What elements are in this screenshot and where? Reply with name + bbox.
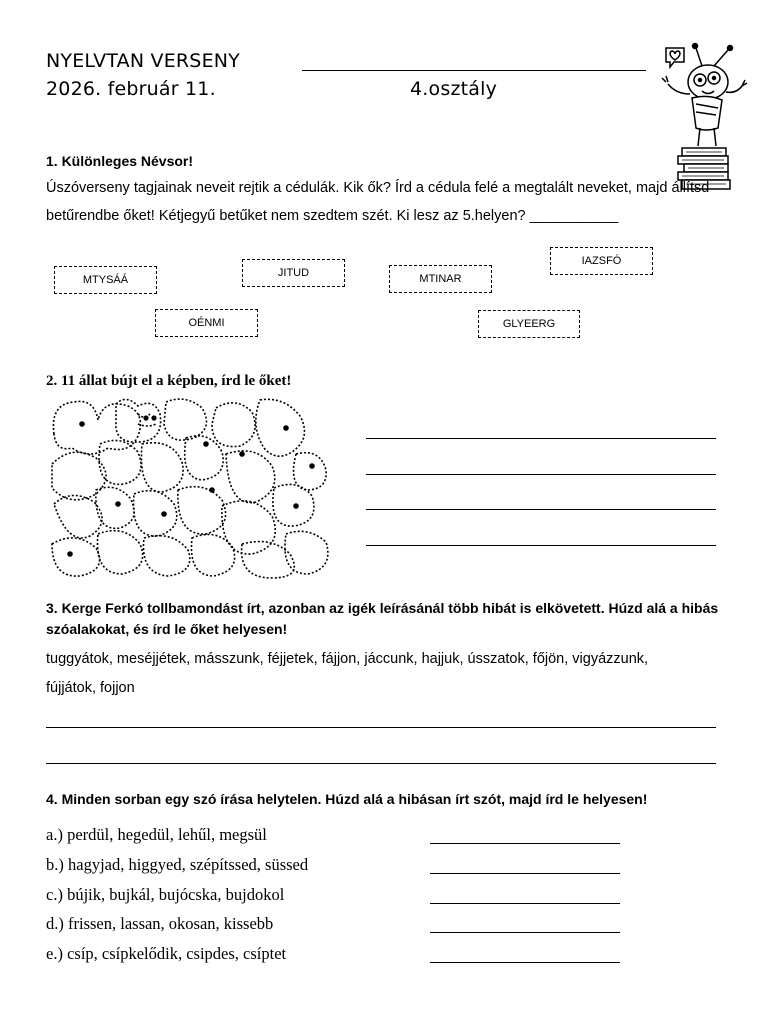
name-slip: IAZSFÓ — [550, 247, 653, 275]
word-row: a.) perdül, hegedül, lehűl, megsül — [46, 825, 267, 844]
q3-heading-line2: szóalakokat, és írd le őket helyesen! — [46, 621, 288, 637]
q4-heading: 4. Minden sorban egy szó írása helytelen. Húzd alá a hibásan írt szót, majd írd le helyesen! — [46, 791, 648, 807]
page-title: NYELVTAN VERSENY — [46, 50, 240, 72]
q1-text-line1: Úszóverseny tagjainak neveit rejtik a cédulák. Kik ők? Írd a cédula felé a megtalált neveket, majd állítsd — [46, 180, 710, 196]
grade-text: 4.osztály — [410, 78, 498, 100]
word-row: d.) frissen, lassan, okosan, kissebb — [46, 914, 274, 933]
answer-line[interactable] — [430, 932, 620, 933]
name-slip: JITUD — [242, 259, 345, 287]
heart-bubble-icon — [666, 48, 684, 67]
answer-line[interactable] — [430, 903, 620, 904]
hidden-animals-picture — [46, 394, 336, 580]
q1-heading: 1. Különleges Névsor! — [46, 153, 194, 169]
answer-line[interactable] — [366, 509, 716, 510]
name-slip: OÉNMI — [155, 309, 258, 337]
q2-heading: 2. 11 állat bújt el a képben, írd le őket! — [46, 373, 292, 389]
q3-words-line2: fújjátok, fojjon — [46, 680, 135, 696]
word-row: e.) csíp, csípkelődik, csipdes, csíptet — [46, 944, 287, 963]
answer-line[interactable] — [366, 545, 716, 546]
q3-heading-line1: 3. Kerge Ferkó tollbamondást írt, azonban az igék leírásánál több hibát is elkövetett. Húzd alá a hibás — [46, 600, 719, 616]
answer-line[interactable] — [430, 962, 620, 963]
answer-line[interactable] — [430, 843, 620, 844]
answer-line[interactable] — [46, 763, 716, 764]
word-row: b.) hagyjad, higgyed, szépítssed, süssed — [46, 855, 309, 874]
reading-kid-illustration — [652, 38, 752, 198]
answer-line[interactable] — [366, 474, 716, 475]
name-slip: GLYEERG — [478, 310, 580, 338]
name-slip: MTYSÁÁ — [54, 266, 157, 294]
word-row: c.) bújik, bujkál, bujócska, bujdokol — [46, 885, 285, 904]
name-line[interactable] — [302, 70, 646, 71]
q1-text-line2: betűrendbe őket! Kétjegyű betűket nem szedtem szét. Ki lesz az 5.helyen? ___________ — [46, 208, 619, 224]
answer-line[interactable] — [366, 438, 716, 439]
q3-words-line1: tuggyátok, meséjjétek, másszunk, féjjetek, fájjon, jáccunk, hajjuk, ússzatok, főjön, vigyázzunk, — [46, 651, 649, 667]
answer-line[interactable] — [46, 727, 716, 728]
name-slip: MTINAR — [389, 265, 492, 293]
answer-line[interactable] — [430, 873, 620, 874]
date-text: 2026. február 11. — [46, 78, 216, 100]
